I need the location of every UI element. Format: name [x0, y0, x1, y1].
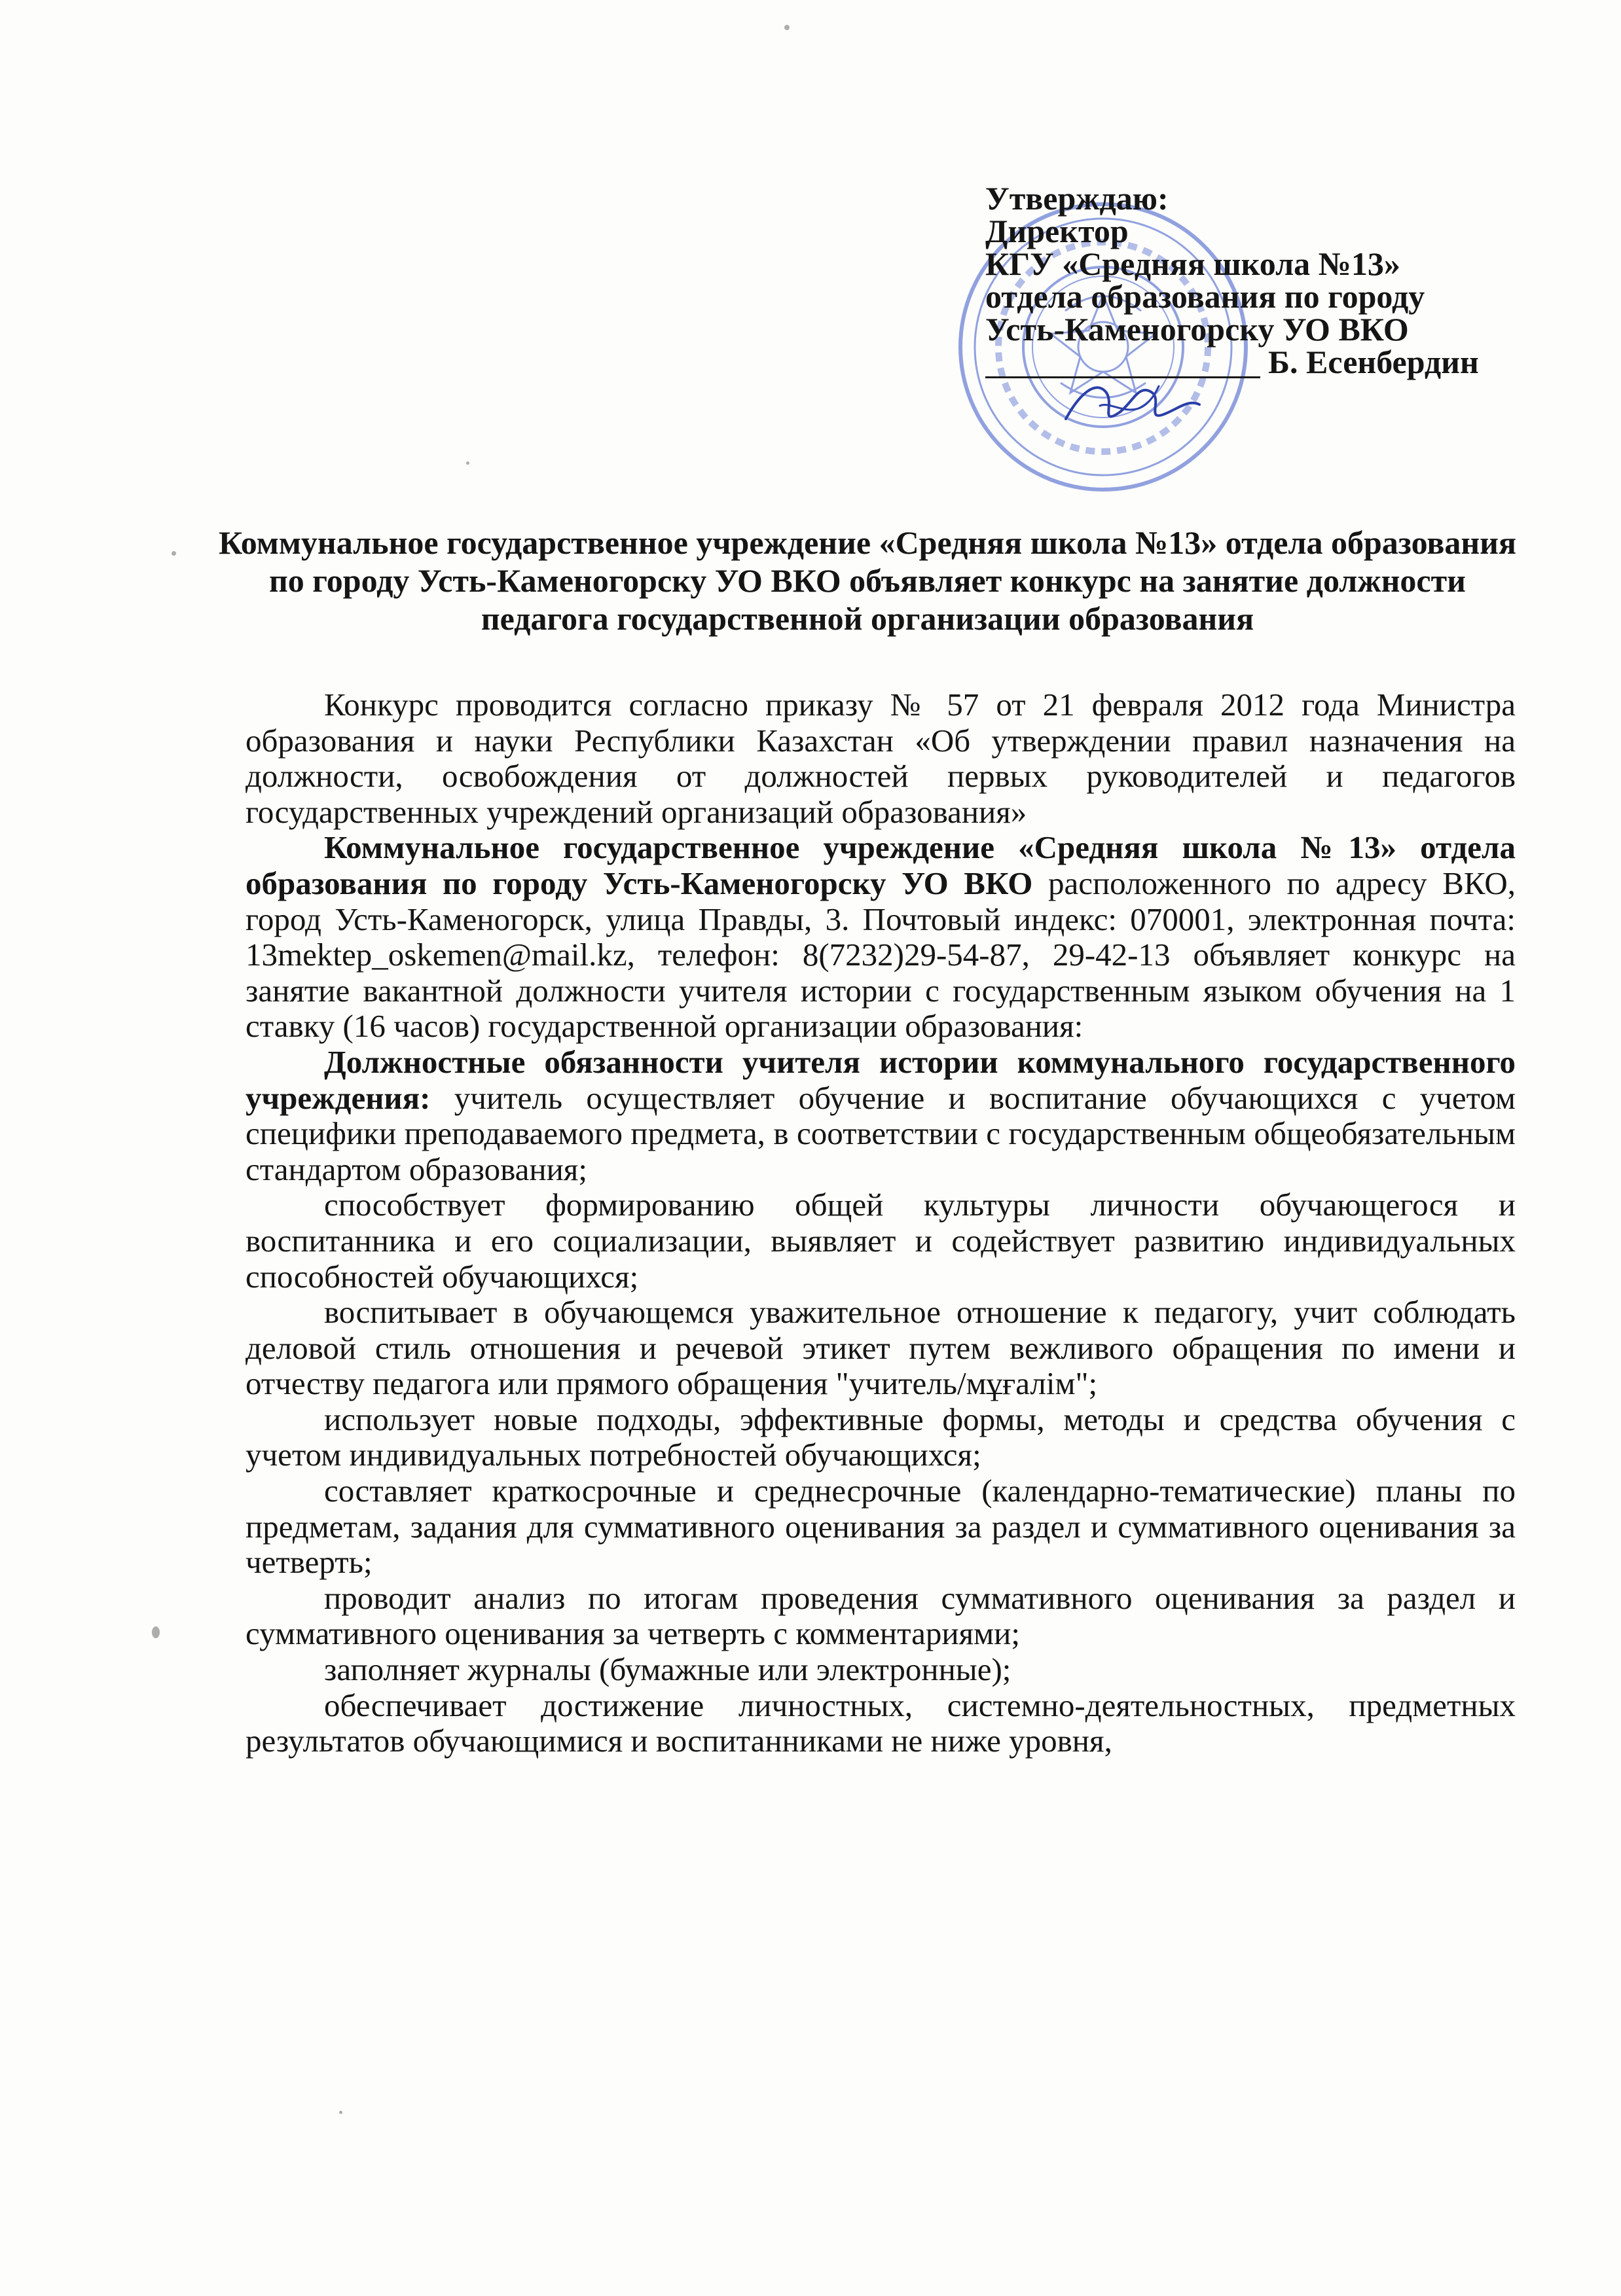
- paragraph-bold-lead: Должностные обязанности учителя истории коммунального государственного учреждения:: [246, 1043, 1516, 1116]
- signer-name: Б. Есенбердин: [1268, 344, 1479, 380]
- document-title: Коммунальное государственное учреждение «Средняя школа №13» отдела образования по городу Усть-Каменогорску УО ВКО объявляет конкурс на занятие должности педагога государственной организации образования: [218, 524, 1517, 637]
- approver-org-line: отдела образования по городу: [985, 278, 1425, 315]
- document-body: [246, 687, 1516, 1759]
- paragraph-bold-lead: Коммунальное государственное учреждение «Средняя школа №13» отдела образования по городу Усть-Каменогорску УО ВКО: [246, 829, 1516, 901]
- paragraph: проводит анализ по итогам проведения суммативного оценивания за раздел и суммативного оценивания за четверть с комментариями;: [246, 1579, 1516, 1652]
- signature-line: [985, 346, 1561, 378]
- paragraph: составляет краткосрочные и среднесрочные (календарно-тематические) планы по предметам, задания для суммативного оценивания за раздел и суммативного оценивания за четверть;: [246, 1473, 1516, 1581]
- scan-speck: [152, 1626, 160, 1638]
- approval-block: [985, 182, 1561, 378]
- approval-heading: Утверждаю:: [985, 180, 1169, 217]
- scan-speck: [172, 551, 176, 556]
- paragraph: использует новые подходы, эффективные формы, методы и средства обучения с учетом индивидуальных потребностей обучающихся;: [246, 1401, 1516, 1473]
- signature-underline: [985, 350, 1260, 378]
- approver-org-line: КГУ «Средняя школа №13»: [985, 245, 1400, 282]
- paragraph: [246, 1045, 1516, 1187]
- paragraph: заполняет журналы (бумажные или электронные);: [324, 1651, 1011, 1688]
- approver-org-line: Усть-Каменогорску УО ВКО: [985, 311, 1409, 348]
- scan-speck: [784, 25, 790, 30]
- paragraph: способствует формированию общей культуры личности обучающегося и воспитанника и его социализации, выявляет и содействует развитию индивидуальных способностей обучающихся;: [246, 1187, 1516, 1295]
- scan-speck: [339, 2111, 342, 2114]
- paragraph-text: расположенного по адресу ВКО, город Усть-Каменогорск, улица Правды, 3. Почтовый индекс: 070001, электронная почта: 13mektep_oskemen@mail.kz, телефон: 8(7232)29-54-87, 29-42-13 объявляет конкурс на занятие вакантной должности учителя истории с государственным языком обучения на 1 ставку (16 часов) государственной организации образования:: [246, 865, 1516, 1045]
- paragraph: обеспечивает достижение личностных, системно-деятельностных, предметных результатов обучающимися и воспитанниками не ниже уровня,: [246, 1687, 1516, 1759]
- approver-position: Директор: [985, 213, 1129, 249]
- paragraph: Конкурс проводится согласно приказу № 57 от 21 февраля 2012 года Министра образования и науки Республики Казахстан «Об утверждении правил назначения на должности, освобождения от должностей первых руководителей и педагогов государственных учреждений организаций образования»: [246, 687, 1516, 830]
- paragraph: [246, 830, 1516, 1045]
- paragraph: воспитывает в обучающемся уважительное отношение к педагогу, учит соблюдать деловой стиль отношения и речевой этикет путем вежливого обращения по имени и отчеству педагога или прямого обращения "учитель/мұғалім";: [246, 1294, 1516, 1402]
- scan-speck: [466, 461, 469, 465]
- paragraph-text: учитель осуществляет обучение и воспитание обучающихся с учетом специфики преподаваемого предмета, в соответствии с государственным общеобязательным стандартом образования;: [246, 1079, 1516, 1187]
